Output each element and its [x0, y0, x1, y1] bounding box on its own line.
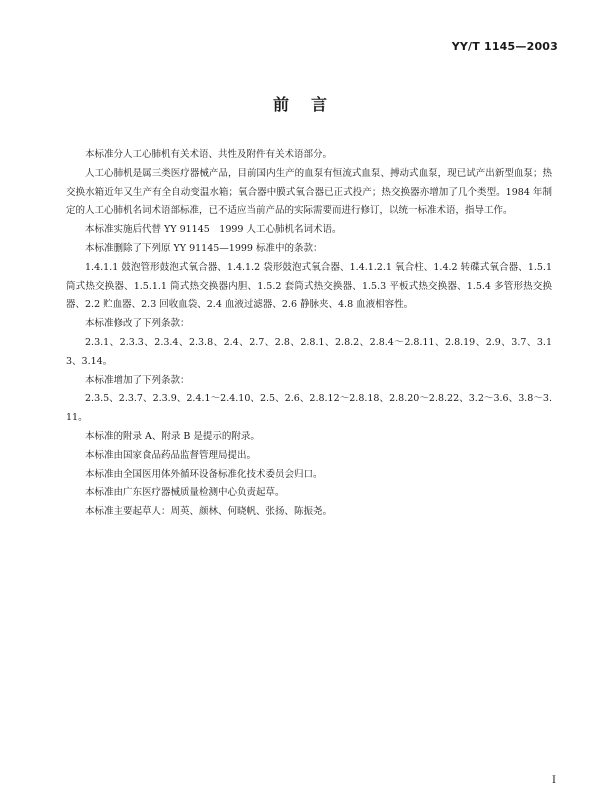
paragraph-modified-list: 2.3.1、2.3.3、2.3.4、2.3.8、2.4、2.7、2.8、2.8.1、2.8.2、2.8.4～2.8.11、2.8.19、2.9、3.7、3.13、3.14。: [66, 336, 552, 367]
paragraph-proposer: 本标准由国家食品药品监督管理局提出。: [85, 449, 257, 461]
paragraph-background: 人工心肺机是属三类医疗器械产品，目前国内生产的血泵有恒流式血泵、搏动式血泵，现已试产出新型血泵；热交换水箱近年又生产有全自动变温水箱；氧合器中膜式氧合器已正式投产；热交换器亦增加了几个类型。1984 年制定的人工心肺机名词术语部标准，已不适应当前产品的实际需要而进行修订，以统一标准术语，指导工作。: [66, 167, 552, 217]
paragraph-drafters: 本标准主要起草人：周英、颜林、何晓帆、张扬、陈振尧。: [85, 506, 333, 518]
paragraph-added-list: 2.3.5、2.3.7、2.3.9、2.4.1～2.4.10、2.5、2.6、2.8.12～2.8.18、2.8.20～2.8.22、3.2～3.6、3.8～3.11。: [66, 393, 552, 424]
paragraph-deleted-heading: 本标准删除了下列原 YY 91145—1999 标准中的条款：: [85, 242, 323, 254]
paragraph-scope: 本标准分人工心肺机有关术语、共性及附件有关术语部分。: [85, 149, 333, 160]
paragraph-replaces: 本标准实施后代替 YY 91145 1999 人工心肺机名词术语。: [85, 224, 342, 236]
paragraph-appendix: 本标准的附录 A、附录 B 是提示的附录。: [85, 430, 260, 442]
paragraph-deleted-list: 1.4.1.1 鼓泡管形鼓泡式氧合器、1.4.1.2 袋形鼓泡式氧合器、1.4.1.2.1 氧合柱、1.4.2 转碟式氧合器、1.5.1 筒式热交换器、1.5.1.1 筒式热交换器内胆、1.5.2 套筒式热交换器、1.5.3 平板式热交换器、1.5.4 多管形热交换器、2.2 贮血器、2.3 回收血袋、2.4 血液过滤器、2.6 静脉夹、4.8 血液相容性。: [66, 261, 552, 311]
paragraph-modified-heading: 本标准修改了下列条款：: [85, 318, 190, 330]
page-title: 前言: [272, 95, 349, 114]
paragraph-added-heading: 本标准增加了下列条款：: [85, 374, 190, 386]
standard-number: YY/T 1145—2003: [451, 40, 558, 53]
paragraph-drafting-org: 本标准由广东医疗器械质量检测中心负责起草。: [85, 487, 285, 499]
foreword-body: [66, 146, 552, 522]
page-number: I: [552, 775, 556, 786]
paragraph-committee: 本标准由全国医用体外循环设备标准化技术委员会归口。: [85, 468, 323, 480]
